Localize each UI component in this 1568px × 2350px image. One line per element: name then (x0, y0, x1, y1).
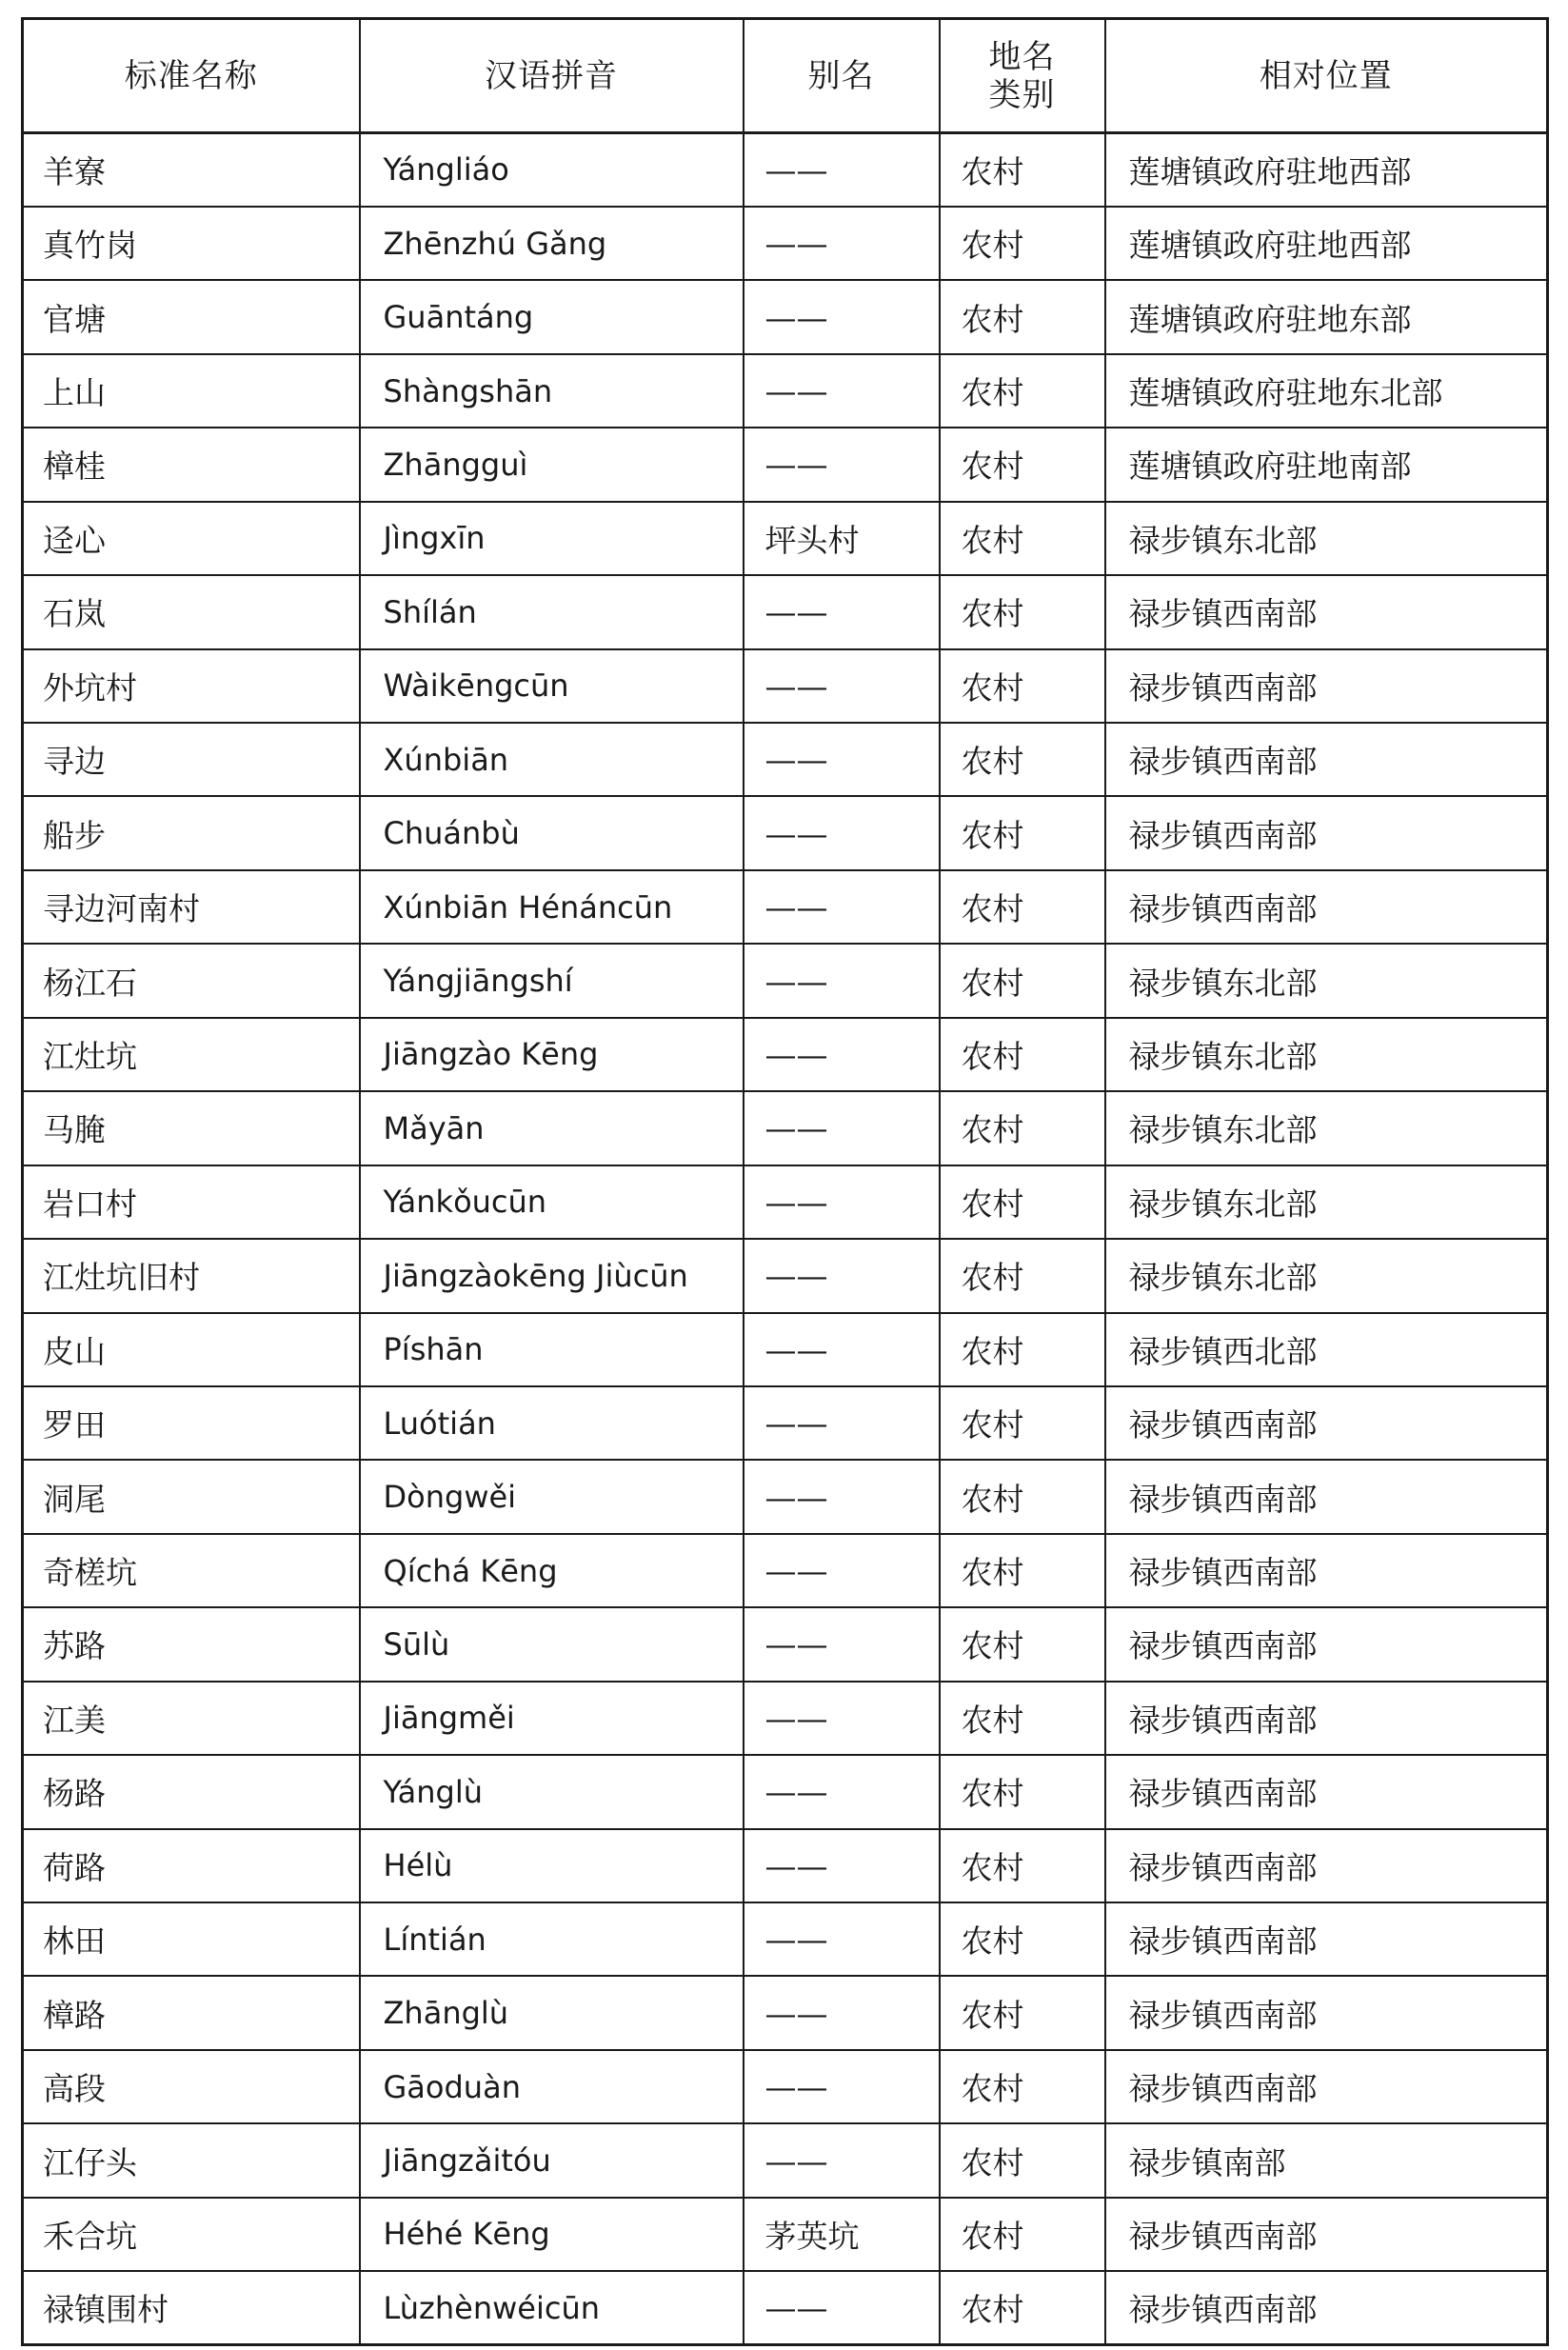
cell-relative-position: 禄步镇西南部 (1105, 1755, 1548, 1828)
cell-category: 农村 (940, 1534, 1105, 1607)
cell-alias: —— (744, 1313, 940, 1386)
cell-standard-name: 苏路 (23, 1607, 360, 1681)
cell-alias: —— (744, 944, 940, 1017)
cell-pinyin: Hélù (360, 1829, 744, 1902)
cell-relative-position: 禄步镇西南部 (1105, 2050, 1548, 2123)
cell-standard-name: 荷路 (23, 1829, 360, 1902)
cell-relative-position: 禄步镇西北部 (1105, 1313, 1548, 1386)
cell-pinyin: Xúnbiān Hénáncūn (360, 870, 744, 944)
cell-standard-name: 林田 (23, 1902, 360, 1976)
cell-alias: —— (744, 796, 940, 869)
cell-alias: —— (744, 280, 940, 353)
table-body (23, 133, 1548, 2345)
table-row (23, 133, 1548, 207)
cell-relative-position: 禄步镇西南部 (1105, 1386, 1548, 1460)
cell-relative-position: 莲塘镇政府驻地东北部 (1105, 354, 1548, 428)
table-row (23, 2123, 1548, 2197)
cell-relative-position: 禄步镇西南部 (1105, 796, 1548, 869)
header-alias: 别名 (744, 19, 940, 133)
cell-alias: —— (744, 1976, 940, 2049)
cell-alias: —— (744, 2050, 940, 2123)
cell-alias: —— (744, 870, 940, 944)
cell-relative-position: 禄步镇东北部 (1105, 1165, 1548, 1239)
cell-standard-name: 皮山 (23, 1313, 360, 1386)
cell-category: 农村 (940, 1976, 1105, 2049)
cell-category: 农村 (940, 2050, 1105, 2123)
cell-alias: —— (744, 1239, 940, 1312)
cell-pinyin: Jiāngměi (360, 1682, 744, 1755)
header-row (23, 19, 1548, 133)
cell-standard-name: 杨路 (23, 1755, 360, 1828)
cell-alias: —— (744, 2123, 940, 2197)
cell-category: 农村 (940, 280, 1105, 353)
cell-relative-position: 禄步镇西南部 (1105, 1534, 1548, 1607)
cell-alias: —— (744, 354, 940, 428)
cell-alias: —— (744, 1091, 940, 1165)
table-row (23, 1386, 1548, 1460)
cell-alias: —— (744, 133, 940, 207)
table-row (23, 502, 1548, 575)
cell-pinyin: Píshān (360, 1313, 744, 1386)
cell-relative-position: 禄步镇西南部 (1105, 723, 1548, 796)
cell-relative-position: 莲塘镇政府驻地东部 (1105, 280, 1548, 353)
cell-standard-name: 迳心 (23, 502, 360, 575)
cell-pinyin: Wàikēngcūn (360, 649, 744, 723)
cell-alias: —— (744, 1607, 940, 1681)
table-header (23, 19, 1548, 133)
cell-pinyin: Yángjiāngshí (360, 944, 744, 1017)
cell-category: 农村 (940, 2198, 1105, 2271)
cell-pinyin: Héhé Kēng (360, 2198, 744, 2271)
cell-relative-position: 禄步镇东北部 (1105, 1091, 1548, 1165)
header-category-label: 地名类别 (988, 37, 1056, 114)
table-row (23, 1976, 1548, 2049)
cell-standard-name: 江灶坑 (23, 1018, 360, 1091)
cell-relative-position: 莲塘镇政府驻地南部 (1105, 428, 1548, 501)
cell-relative-position: 莲塘镇政府驻地西部 (1105, 133, 1548, 207)
cell-category: 农村 (940, 1460, 1105, 1533)
cell-category: 农村 (940, 1018, 1105, 1091)
cell-category: 农村 (940, 1313, 1105, 1386)
cell-category: 农村 (940, 1386, 1105, 1460)
cell-alias: —— (744, 649, 940, 723)
cell-relative-position: 禄步镇西南部 (1105, 1682, 1548, 1755)
header-pinyin: 汉语拼音 (360, 19, 744, 133)
table-row (23, 1239, 1548, 1312)
cell-relative-position: 禄步镇西南部 (1105, 2198, 1548, 2271)
cell-standard-name: 杨江石 (23, 944, 360, 1017)
cell-category: 农村 (940, 1165, 1105, 1239)
cell-category: 农村 (940, 502, 1105, 575)
cell-relative-position: 禄步镇西南部 (1105, 649, 1548, 723)
cell-standard-name: 船步 (23, 796, 360, 869)
cell-standard-name: 罗田 (23, 1386, 360, 1460)
table-row (23, 1165, 1548, 1239)
cell-alias: 坪头村 (744, 502, 940, 575)
cell-relative-position: 禄步镇西南部 (1105, 1460, 1548, 1533)
table-row (23, 575, 1548, 648)
cell-standard-name: 石岚 (23, 575, 360, 648)
cell-pinyin: Yánglù (360, 1755, 744, 1828)
cell-standard-name: 禾合坑 (23, 2198, 360, 2271)
cell-alias: —— (744, 1755, 940, 1828)
table-row (23, 723, 1548, 796)
cell-pinyin: Dòngwěi (360, 1460, 744, 1533)
cell-category: 农村 (940, 944, 1105, 1017)
cell-relative-position: 禄步镇西南部 (1105, 1902, 1548, 1976)
table-row (23, 1902, 1548, 1976)
table-row (23, 1755, 1548, 1828)
cell-pinyin: Jiāngzào Kēng (360, 1018, 744, 1091)
table-row (23, 1313, 1548, 1386)
cell-category: 农村 (940, 723, 1105, 796)
cell-standard-name: 真竹岗 (23, 207, 360, 280)
cell-pinyin: Gāoduàn (360, 2050, 744, 2123)
cell-relative-position: 禄步镇南部 (1105, 2123, 1548, 2197)
table-row (23, 1091, 1548, 1165)
cell-category: 农村 (940, 133, 1105, 207)
cell-standard-name: 上山 (23, 354, 360, 428)
cell-standard-name: 樟路 (23, 1976, 360, 2049)
cell-pinyin: Shílán (360, 575, 744, 648)
cell-standard-name: 樟桂 (23, 428, 360, 501)
cell-category: 农村 (940, 1607, 1105, 1681)
cell-relative-position: 禄步镇西南部 (1105, 575, 1548, 648)
table-row (23, 280, 1548, 353)
header-relative-position: 相对位置 (1105, 19, 1548, 133)
cell-category: 农村 (940, 1682, 1105, 1755)
cell-pinyin: Mǎyān (360, 1091, 744, 1165)
cell-standard-name: 外坑村 (23, 649, 360, 723)
table-row (23, 649, 1548, 723)
cell-category: 农村 (940, 1829, 1105, 1902)
cell-category: 农村 (940, 1091, 1105, 1165)
cell-category: 农村 (940, 649, 1105, 723)
cell-pinyin: Chuánbù (360, 796, 744, 869)
cell-relative-position: 禄步镇东北部 (1105, 944, 1548, 1017)
cell-pinyin: Jiāngzǎitóu (360, 2123, 744, 2197)
cell-category: 农村 (940, 2123, 1105, 2197)
cell-alias: —— (744, 1829, 940, 1902)
cell-alias: 茅英坑 (744, 2198, 940, 2271)
cell-category: 农村 (940, 207, 1105, 280)
cell-relative-position: 莲塘镇政府驻地西部 (1105, 207, 1548, 280)
cell-relative-position: 禄步镇东北部 (1105, 502, 1548, 575)
cell-pinyin: Jìngxīn (360, 502, 744, 575)
cell-category: 农村 (940, 354, 1105, 428)
cell-category: 农村 (940, 575, 1105, 648)
cell-category: 农村 (940, 1755, 1105, 1828)
cell-standard-name: 官塘 (23, 280, 360, 353)
cell-pinyin: Xúnbiān (360, 723, 744, 796)
cell-relative-position: 禄步镇东北部 (1105, 1239, 1548, 1312)
cell-standard-name: 洞尾 (23, 1460, 360, 1533)
table-row (23, 2271, 1548, 2344)
cell-alias: —— (744, 2271, 940, 2344)
cell-pinyin: Zhānglù (360, 1976, 744, 2049)
cell-standard-name: 江美 (23, 1682, 360, 1755)
cell-alias: —— (744, 207, 940, 280)
cell-standard-name: 寻边 (23, 723, 360, 796)
cell-relative-position: 禄步镇东北部 (1105, 1018, 1548, 1091)
cell-standard-name: 马腌 (23, 1091, 360, 1165)
cell-alias: —— (744, 1682, 940, 1755)
cell-standard-name: 江灶坑旧村 (23, 1239, 360, 1312)
cell-pinyin: Qíchá Kēng (360, 1534, 744, 1607)
cell-standard-name: 羊寮 (23, 133, 360, 207)
table-row (23, 1018, 1548, 1091)
cell-pinyin: Sūlù (360, 1607, 744, 1681)
header-category (940, 19, 1105, 133)
table-row (23, 944, 1548, 1017)
cell-alias: —— (744, 1534, 940, 1607)
table-row (23, 1829, 1548, 1902)
cell-category: 农村 (940, 2271, 1105, 2344)
table-row (23, 207, 1548, 280)
cell-alias: —— (744, 575, 940, 648)
cell-pinyin: Líntián (360, 1902, 744, 1976)
cell-standard-name: 寻边河南村 (23, 870, 360, 944)
table-row (23, 2198, 1548, 2271)
cell-alias: —— (744, 1018, 940, 1091)
cell-pinyin: Luótián (360, 1386, 744, 1460)
cell-relative-position: 禄步镇西南部 (1105, 1607, 1548, 1681)
header-standard-name: 标准名称 (23, 19, 360, 133)
cell-standard-name: 奇槎坑 (23, 1534, 360, 1607)
cell-relative-position: 禄步镇西南部 (1105, 2271, 1548, 2344)
cell-alias: —— (744, 723, 940, 796)
table-row (23, 1682, 1548, 1755)
cell-pinyin: Guāntáng (360, 280, 744, 353)
cell-standard-name: 高段 (23, 2050, 360, 2123)
table-row (23, 870, 1548, 944)
cell-pinyin: Zhēnzhú Gǎng (360, 207, 744, 280)
table-row (23, 2050, 1548, 2123)
cell-alias: —— (744, 1165, 940, 1239)
cell-category: 农村 (940, 870, 1105, 944)
cell-category: 农村 (940, 428, 1105, 501)
cell-relative-position: 禄步镇西南部 (1105, 1976, 1548, 2049)
cell-relative-position: 禄步镇西南部 (1105, 1829, 1548, 1902)
cell-category: 农村 (940, 1239, 1105, 1312)
cell-category: 农村 (940, 796, 1105, 869)
cell-standard-name: 江仔头 (23, 2123, 360, 2197)
table-row (23, 354, 1548, 428)
table-row (23, 1460, 1548, 1533)
cell-pinyin: Lùzhènwéicūn (360, 2271, 744, 2344)
cell-pinyin: Yángliáo (360, 133, 744, 207)
table-row (23, 1534, 1548, 1607)
cell-alias: —— (744, 1386, 940, 1460)
place-name-table (21, 17, 1549, 2346)
cell-alias: —— (744, 428, 940, 501)
cell-pinyin: Shàngshān (360, 354, 744, 428)
cell-relative-position: 禄步镇西南部 (1105, 870, 1548, 944)
cell-standard-name: 禄镇围村 (23, 2271, 360, 2344)
cell-pinyin: Yánkǒucūn (360, 1165, 744, 1239)
cell-pinyin: Jiāngzàokēng Jiùcūn (360, 1239, 744, 1312)
table-row (23, 1607, 1548, 1681)
cell-alias: —— (744, 1902, 940, 1976)
cell-standard-name: 岩口村 (23, 1165, 360, 1239)
table-row (23, 428, 1548, 501)
cell-category: 农村 (940, 1902, 1105, 1976)
table-row (23, 796, 1548, 869)
cell-alias: —— (744, 1460, 940, 1533)
cell-pinyin: Zhāngguì (360, 428, 744, 501)
